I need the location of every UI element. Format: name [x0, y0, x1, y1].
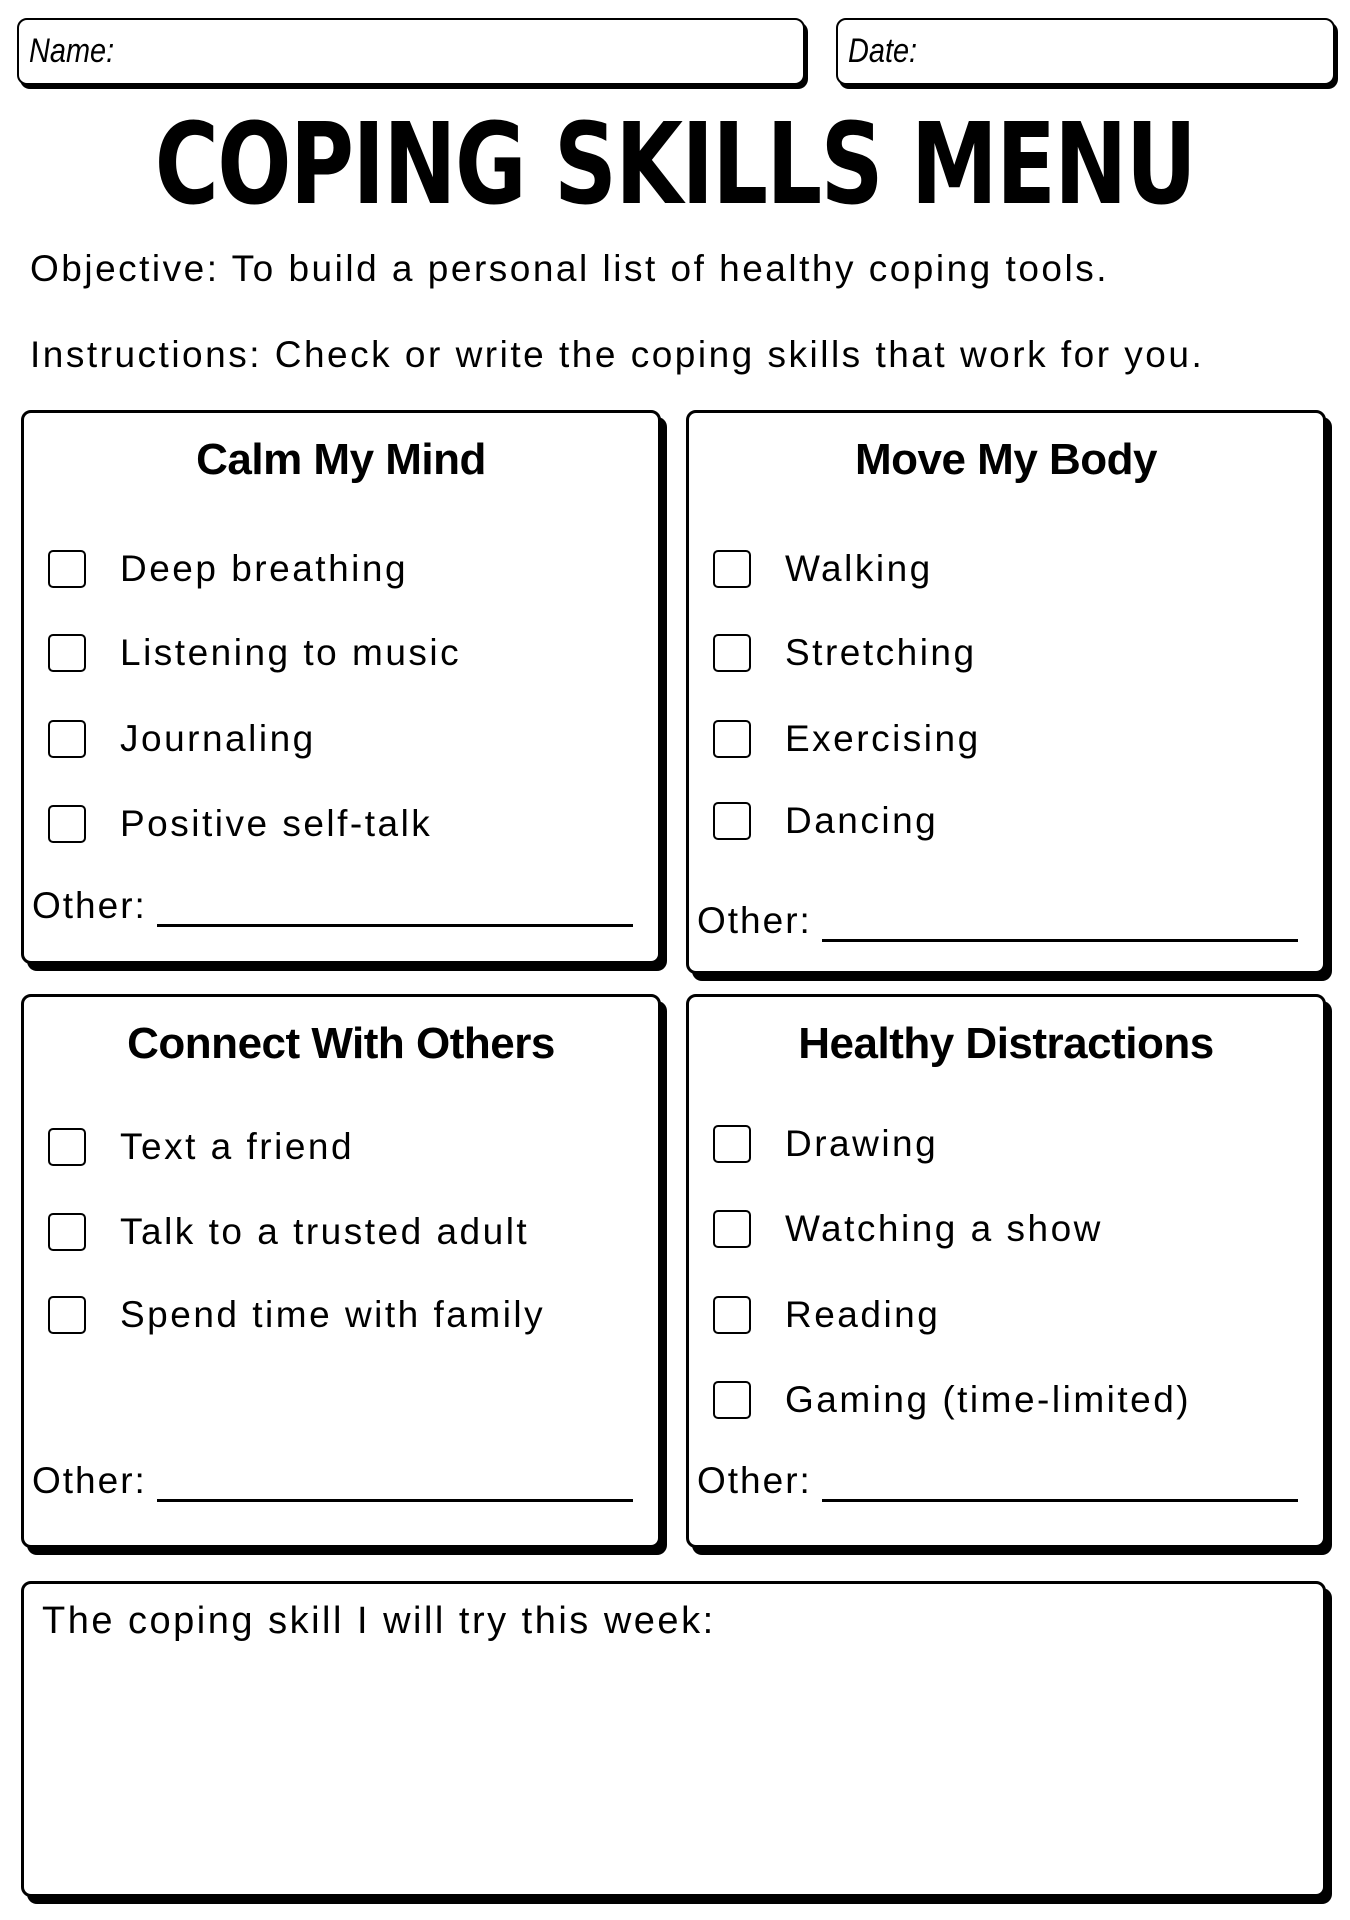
- checkbox[interactable]: [48, 1296, 86, 1334]
- checkbox[interactable]: [48, 1213, 86, 1251]
- other-label: Other:: [32, 1460, 147, 1501]
- checklist-item[interactable]: [713, 717, 981, 761]
- objective-text: Objective: To build a personal list of healthy coping tools.: [30, 248, 1109, 289]
- item-label: Exercising: [785, 718, 981, 759]
- section-title: Healthy Distractions: [798, 1019, 1214, 1068]
- checkbox[interactable]: [48, 720, 86, 758]
- section-title: Calm My Mind: [196, 435, 486, 484]
- item-label: Journaling: [120, 718, 316, 759]
- item-label: Dancing: [785, 800, 939, 841]
- weekly-goal-box[interactable]: [21, 1581, 1326, 1897]
- instructions-text: Instructions: Check or write the coping skills that work for you.: [30, 334, 1205, 375]
- checklist-item[interactable]: [713, 1122, 938, 1166]
- item-label: Spend time with family: [120, 1294, 546, 1335]
- checklist-item[interactable]: [48, 631, 461, 675]
- item-label: Stretching: [785, 632, 977, 673]
- checklist-item[interactable]: [713, 1293, 940, 1337]
- other-line[interactable]: [822, 1469, 1298, 1502]
- checklist-item[interactable]: [713, 547, 933, 591]
- other-field[interactable]: [32, 1460, 633, 1502]
- checklist-item[interactable]: [48, 1210, 529, 1254]
- item-label: Drawing: [785, 1123, 939, 1164]
- checkbox[interactable]: [713, 1125, 751, 1163]
- checkbox[interactable]: [713, 634, 751, 672]
- checkbox[interactable]: [48, 634, 86, 672]
- other-field[interactable]: [697, 1460, 1298, 1502]
- checklist-item[interactable]: [48, 547, 408, 591]
- other-label: Other:: [697, 900, 812, 941]
- item-label: Walking: [785, 548, 933, 589]
- checklist-item[interactable]: [48, 1293, 545, 1337]
- section-healthy-distractions: [686, 994, 1326, 1548]
- checklist-item[interactable]: [713, 799, 938, 843]
- date-field[interactable]: [836, 18, 1335, 85]
- date-label: Date:: [848, 32, 918, 70]
- item-label: Positive self-talk: [120, 803, 433, 844]
- checkbox[interactable]: [713, 802, 751, 840]
- checklist-item[interactable]: [48, 802, 432, 846]
- checkbox[interactable]: [713, 550, 751, 588]
- other-label: Other:: [32, 885, 147, 926]
- checkbox[interactable]: [713, 1381, 751, 1419]
- checklist-item[interactable]: [48, 717, 316, 761]
- other-label: Other:: [697, 1460, 812, 1501]
- other-field[interactable]: [697, 900, 1298, 942]
- item-label: Listening to music: [120, 632, 462, 673]
- other-line[interactable]: [822, 909, 1298, 942]
- section-calm-my-mind: [21, 410, 661, 964]
- item-label: Reading: [785, 1294, 941, 1335]
- weekly-goal-prompt: The coping skill I will try this week:: [42, 1600, 716, 1642]
- checklist-item[interactable]: [48, 1125, 354, 1169]
- other-line[interactable]: [157, 894, 633, 927]
- checkbox[interactable]: [48, 1128, 86, 1166]
- checklist-item[interactable]: [713, 1378, 1191, 1422]
- section-title: Move My Body: [854, 435, 1158, 484]
- checkbox[interactable]: [713, 1296, 751, 1334]
- name-field[interactable]: [17, 18, 805, 85]
- page-title: COPING SKILLS MENU: [154, 100, 1196, 230]
- checkbox[interactable]: [713, 720, 751, 758]
- name-label: Name:: [29, 32, 115, 70]
- checkbox[interactable]: [48, 550, 86, 588]
- item-label: Deep breathing: [120, 548, 409, 589]
- section-connect-with-others: [21, 994, 661, 1548]
- other-line[interactable]: [157, 1469, 633, 1502]
- checklist-item[interactable]: [713, 631, 977, 675]
- checkbox[interactable]: [48, 805, 86, 843]
- item-label: Text a friend: [120, 1126, 355, 1167]
- item-label: Gaming (time-limited): [785, 1379, 1192, 1420]
- section-move-my-body: [686, 410, 1326, 974]
- section-title: Connect With Others: [127, 1019, 555, 1068]
- checkbox[interactable]: [713, 1210, 751, 1248]
- checklist-item[interactable]: [713, 1207, 1103, 1251]
- other-field[interactable]: [32, 885, 633, 927]
- item-label: Talk to a trusted adult: [120, 1211, 530, 1252]
- item-label: Watching a show: [785, 1208, 1103, 1249]
